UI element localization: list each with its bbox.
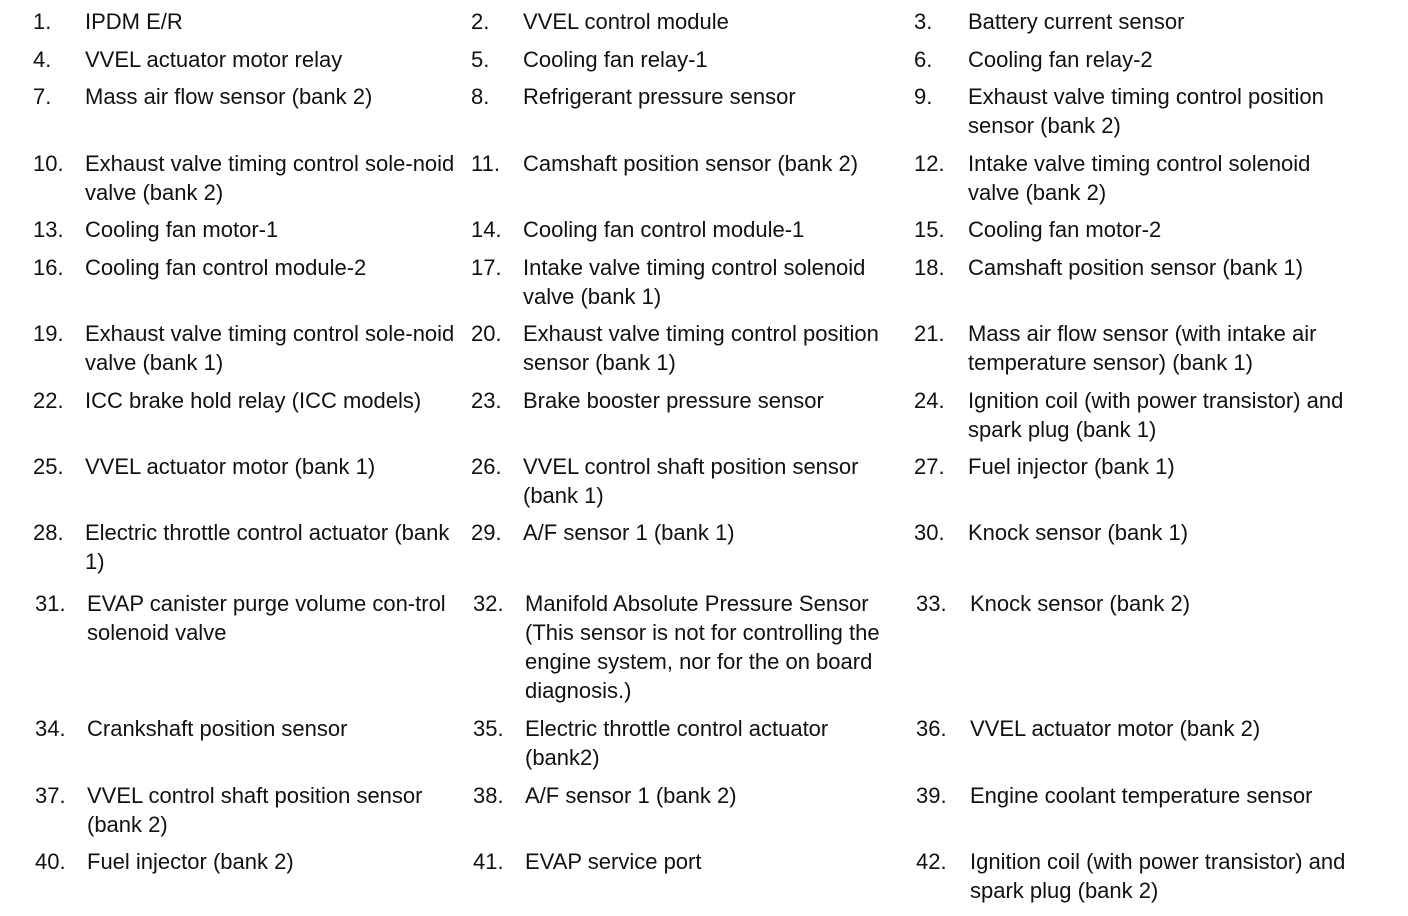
item-number: 4. — [33, 47, 52, 72]
item-number: 31. — [35, 591, 66, 616]
item-label: VVEL control module — [523, 9, 729, 34]
item-number: 34. — [35, 716, 66, 741]
item-label: Knock sensor (bank 1) — [968, 520, 1189, 545]
item-number: 39. — [916, 783, 947, 808]
item-label: Ignition coil (with power transistor) and spark plug (bank 1) — [968, 388, 1344, 442]
item-label: A/F sensor 1 (bank 2) — [525, 783, 737, 808]
item-number: 2. — [471, 9, 490, 34]
item-label: Engine coolant temperature sensor — [970, 783, 1313, 808]
item-label: Exhaust valve timing control sole-noid valve (bank 2) — [85, 151, 455, 205]
item-number: 5. — [471, 47, 490, 72]
item-number: 42. — [916, 849, 947, 874]
item-label: Manifold Absolute Pressure Sensor (This sensor is not for controlling the engine system, nor for the on board diagnosis.) — [525, 591, 880, 703]
item-label: Cooling fan relay-1 — [523, 47, 708, 72]
item-number: 25. — [33, 454, 64, 479]
item-label: Exhaust valve timing control position sensor (bank 1) — [523, 321, 879, 375]
item-number: 35. — [473, 716, 504, 741]
item-label: ICC brake hold relay (ICC models) — [85, 388, 422, 413]
item-label: Refrigerant pressure sensor — [523, 84, 796, 109]
item-label: Mass air flow sensor (bank 2) — [85, 84, 373, 109]
item-label: VVEL control shaft position sensor (bank 1) — [523, 454, 859, 508]
item-label: Exhaust valve timing control position sensor (bank 2) — [968, 84, 1324, 138]
item-label: IPDM E/R — [85, 9, 183, 34]
item-label: Intake valve timing control solenoid valve (bank 2) — [968, 151, 1311, 205]
item-label: Camshaft position sensor (bank 2) — [523, 151, 859, 176]
item-number: 17. — [471, 255, 502, 280]
item-number: 36. — [916, 716, 947, 741]
item-number: 18. — [914, 255, 945, 280]
item-number: 27. — [914, 454, 945, 479]
item-number: 15. — [914, 217, 945, 242]
item-label: VVEL control shaft position sensor (bank 2) — [87, 783, 423, 837]
item-label: Cooling fan motor-1 — [85, 217, 279, 242]
item-label: EVAP service port — [525, 849, 702, 874]
item-label: Ignition coil (with power transistor) and spark plug (bank 2) — [970, 849, 1346, 903]
item-label: Cooling fan control module-1 — [523, 217, 805, 242]
item-label: Electric throttle control actuator (bank 1) — [85, 520, 450, 574]
item-number: 3. — [914, 9, 933, 34]
item-number: 40. — [35, 849, 66, 874]
item-label: Brake booster pressure sensor — [523, 388, 824, 413]
item-label: Intake valve timing control solenoid valve (bank 1) — [523, 255, 866, 309]
item-number: 11. — [471, 151, 500, 176]
item-number: 6. — [914, 47, 933, 72]
item-number: 9. — [914, 84, 933, 109]
item-number: 19. — [33, 321, 64, 346]
item-number: 14. — [471, 217, 502, 242]
item-number: 13. — [33, 217, 64, 242]
item-label: VVEL actuator motor (bank 1) — [85, 454, 376, 479]
item-number: 24. — [914, 388, 945, 413]
item-label: Fuel injector (bank 1) — [968, 454, 1175, 479]
item-label: Battery current sensor — [968, 9, 1185, 34]
item-label: Electric throttle control actuator (bank2) — [525, 716, 829, 770]
item-label: Exhaust valve timing control sole-noid valve (bank 1) — [85, 321, 455, 375]
item-number: 41. — [473, 849, 504, 874]
item-number: 23. — [471, 388, 502, 413]
item-number: 37. — [35, 783, 66, 808]
item-label: VVEL actuator motor relay — [85, 47, 343, 72]
item-label: Cooling fan relay-2 — [968, 47, 1153, 72]
item-label: A/F sensor 1 (bank 1) — [523, 520, 735, 545]
item-label: Cooling fan motor-2 — [968, 217, 1162, 242]
item-number: 22. — [33, 388, 64, 413]
item-number: 20. — [471, 321, 502, 346]
item-number: 38. — [473, 783, 504, 808]
item-number: 1. — [33, 9, 52, 34]
item-label: EVAP canister purge volume con-trol solenoid valve — [87, 591, 446, 645]
item-label: Camshaft position sensor (bank 1) — [968, 255, 1304, 280]
item-number: 32. — [473, 591, 504, 616]
item-number: 12. — [914, 151, 945, 176]
item-label: Fuel injector (bank 2) — [87, 849, 294, 874]
item-number: 30. — [914, 520, 945, 545]
item-number: 10. — [33, 151, 64, 176]
item-label: Mass air flow sensor (with intake air temperature sensor) (bank 1) — [968, 321, 1317, 375]
item-number: 16. — [33, 255, 64, 280]
item-number: 8. — [471, 84, 490, 109]
item-number: 28. — [33, 520, 64, 545]
item-number: 29. — [471, 520, 502, 545]
item-number: 26. — [471, 454, 502, 479]
item-label: Crankshaft position sensor — [87, 716, 348, 741]
item-label: VVEL actuator motor (bank 2) — [970, 716, 1261, 741]
item-number: 7. — [33, 84, 52, 109]
item-label: Cooling fan control module-2 — [85, 255, 367, 280]
item-label: Knock sensor (bank 2) — [970, 591, 1191, 616]
item-number: 33. — [916, 591, 947, 616]
item-number: 21. — [914, 321, 945, 346]
